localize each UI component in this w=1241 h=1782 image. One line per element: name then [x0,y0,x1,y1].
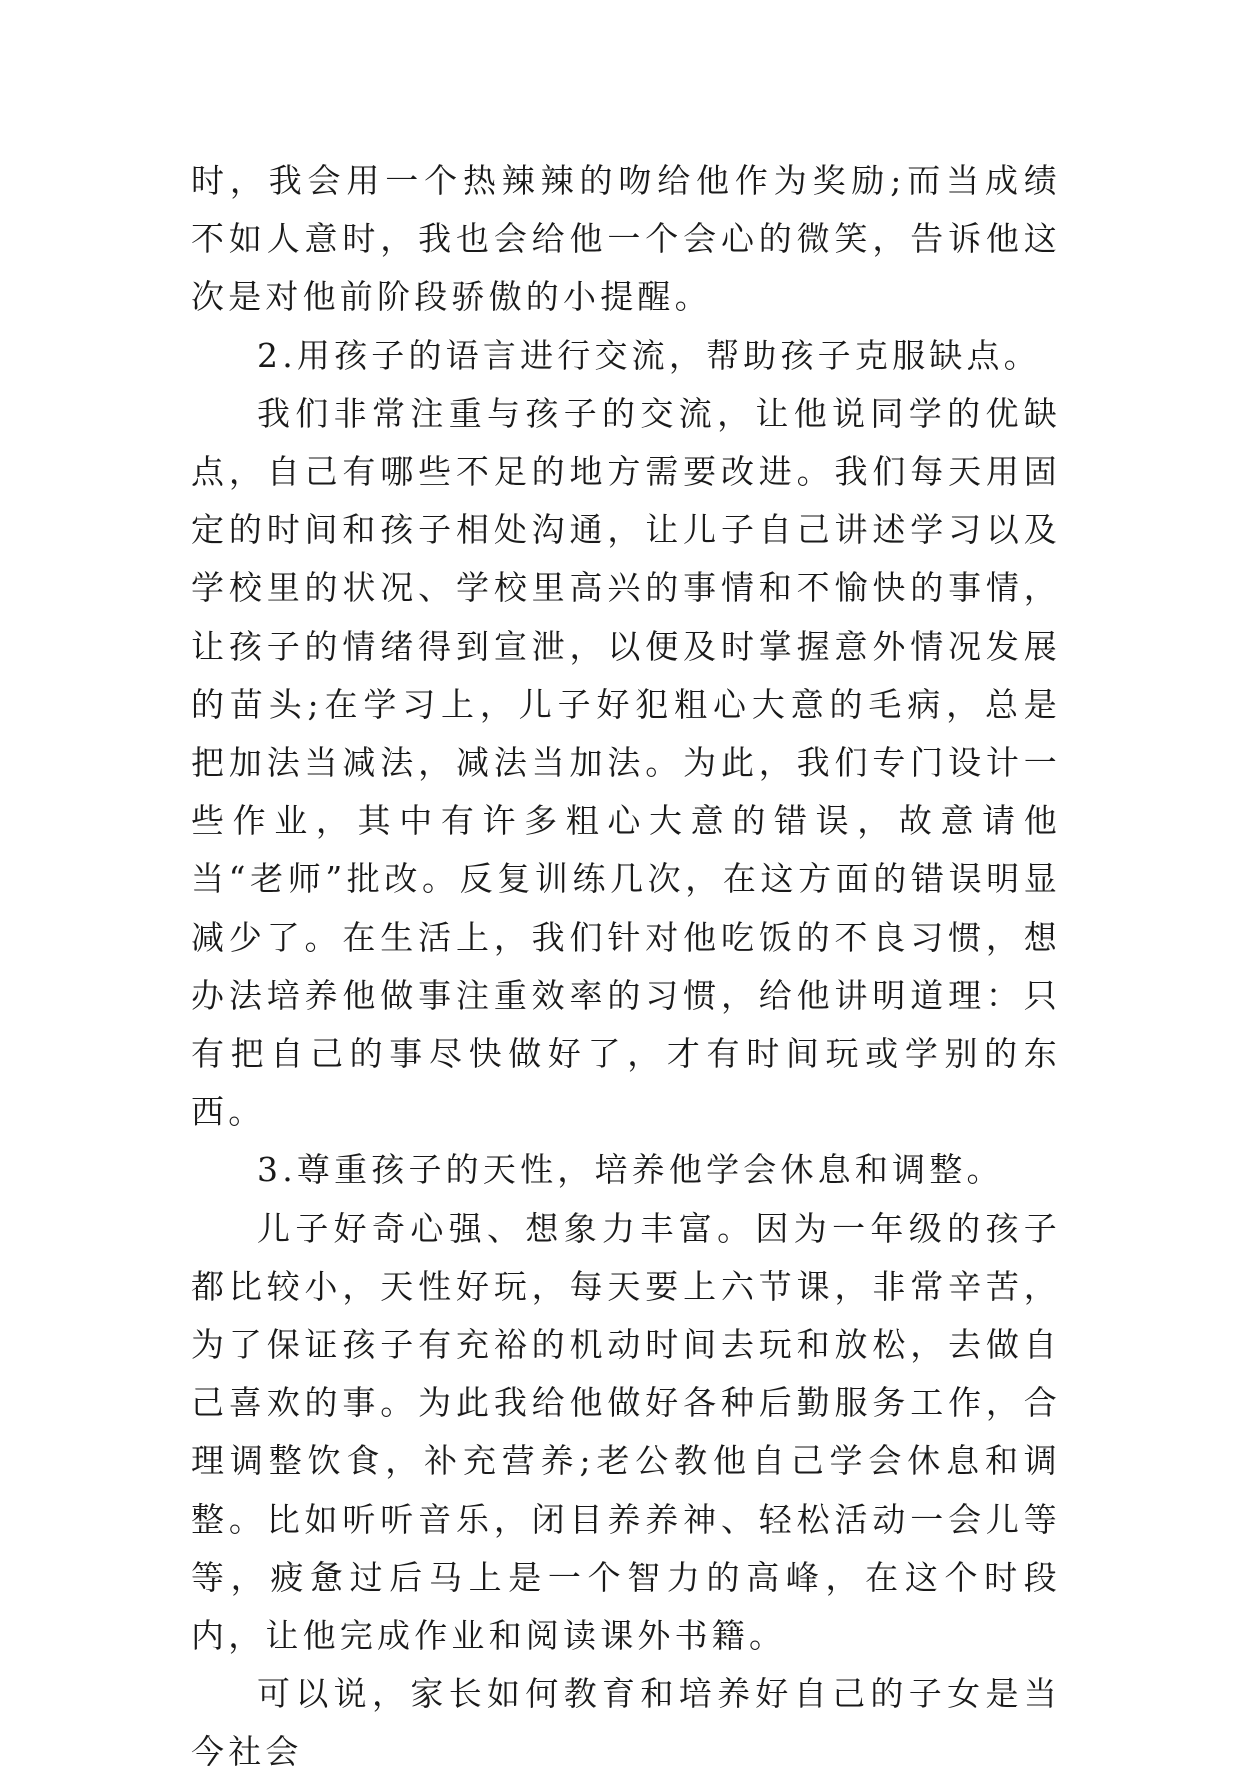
document-body [191,152,1061,1782]
paragraph-communication: 我们非常注重与孩子的交流，让他说同学的优缺点，自己有哪些不足的地方需要改进。我们每天用固定的时间和孩子相处沟通，让儿子自己讲述学习以及学校里的状况、学校里高兴的事情和不愉快的事情，让孩子的情绪得到宣泄，以便及时掌握意外情况发展的苗头;在学习上，儿子好犯粗心大意的毛病，总是把加法当减法，减法当加法。为此，我们专门设计一些作业，其中有许多粗心大意的错误，故意请他当“老师”批改。反复训练几次，在这方面的错误明显减少了。在生活上，我们针对他吃饭的不良习惯，想办法培养他做事注重效率的习惯，给他讲明道理：只有把自己的事尽快做好了，才有时间玩或学别的东西。 [191,393,1061,1132]
section-heading-2: 2.用孩子的语言进行交流，帮助孩子克服缺点。 [257,335,1041,375]
paragraph-continuation: 时，我会用一个热辣辣的吻给他作为奖励;而当成绩不如人意时，我也会给他一个会心的微笑，告诉他这次是对他前阶段骄傲的小提醒。 [191,161,1061,317]
section-heading-3: 3.尊重孩子的天性，培养他学会休息和调整。 [257,1150,1004,1190]
paragraph-rest-adjustment: 儿子好奇心强、想象力丰富。因为一年级的孩子都比较小，天性好玩，每天要上六节课，非常辛苦，为了保证孩子有充裕的机动时间去玩和放松，去做自己喜欢的事。为此我给他做好各种后勤服务工作，合理调整饮食，补充营养;老公教他自己学会休息和调整。比如听听音乐，闭目养养神、轻松活动一会儿等等，疲惫过后马上是一个智力的高峰，在这个时段内，让他完成作业和阅读课外书籍。 [191,1208,1061,1656]
paragraph-conclusion-start: 可以说，家长如何教育和培养好自己的子女是当今社会 [191,1674,1061,1772]
